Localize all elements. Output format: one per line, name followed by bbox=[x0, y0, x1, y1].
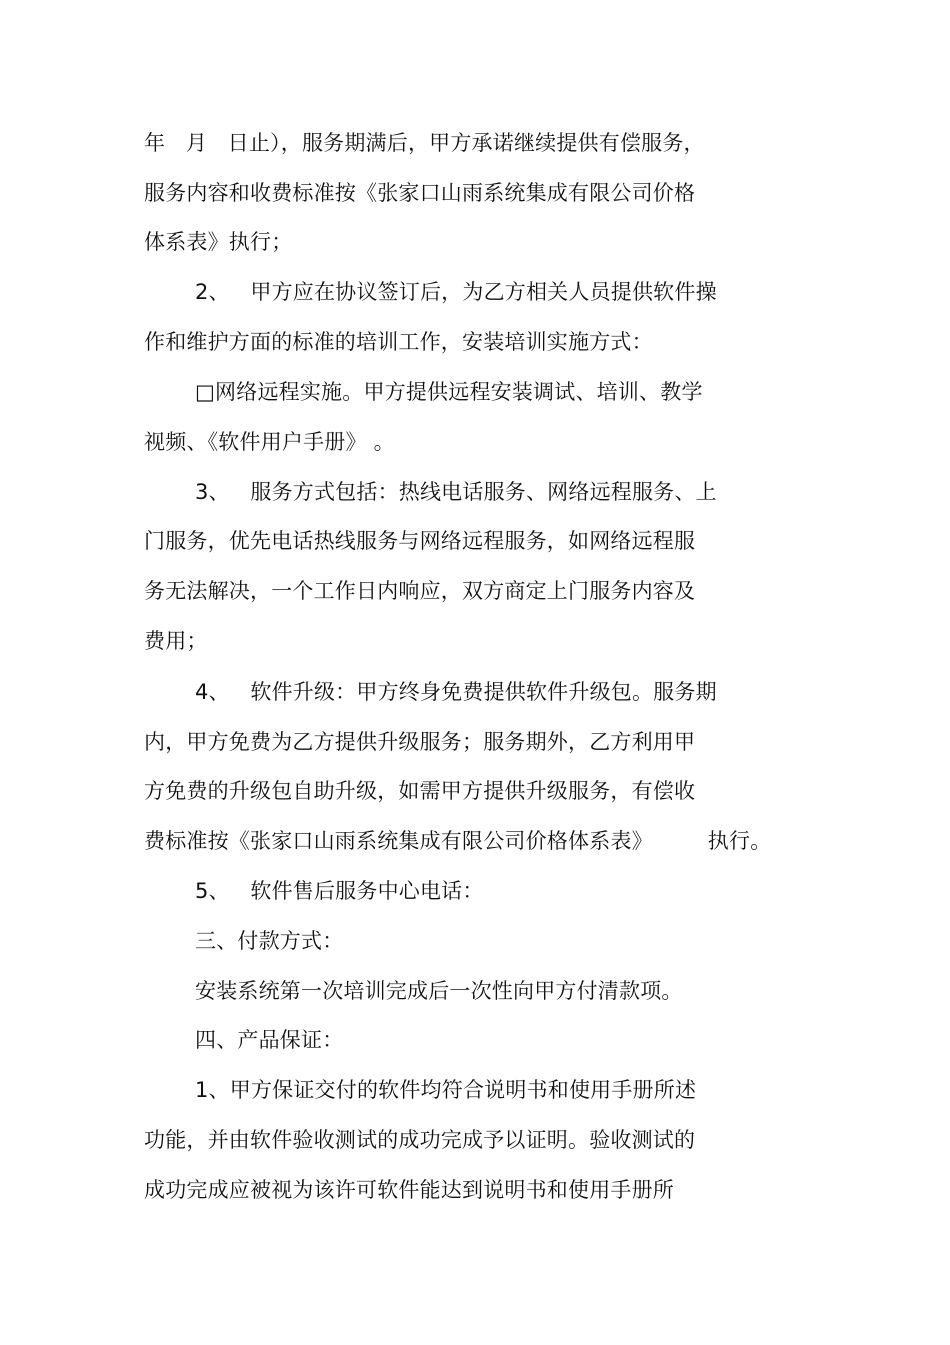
text-line-15: 费标准按《张家口山雨系统集成有限公司价格体系表》 执行。 bbox=[144, 829, 772, 853]
text-line-16: 5、 软件售后服务中心电话： bbox=[195, 879, 484, 903]
text-line-5: 作和维护方面的标准的培训工作，安装培训实施方式： bbox=[144, 330, 653, 354]
text-line-13: 内，甲方免费为乙方提供升级服务；服务期外，乙方利用甲 bbox=[144, 730, 696, 754]
text-line-18: 安装系统第一次培训完成后一次性向甲方付清款项。 bbox=[195, 979, 683, 1003]
section-heading-warranty: 四、产品保证： bbox=[195, 1028, 344, 1052]
text-line-10: 务无法解决，一个工作日内响应，双方商定上门服务内容及 bbox=[144, 579, 696, 603]
text-line-6: □网络远程实施。甲方提供远程安装调试、培训、教学 bbox=[195, 380, 703, 404]
text-line-4: 2、 甲方应在协议签订后，为乙方相关人员提供软件操 bbox=[195, 280, 717, 304]
text-line-14: 方免费的升级包自助升级，如需甲方提供升级服务，有偿收 bbox=[144, 779, 696, 803]
text-line-11: 费用； bbox=[144, 629, 208, 653]
text-line-12: 4、 软件升级：甲方终身免费提供软件升级包。服务期 bbox=[195, 680, 717, 704]
text-line-9: 门服务，优先电话热线服务与网络远程服务，如网络远程服 bbox=[144, 529, 696, 553]
text-line-7: 视频、《软件用户手册》 。 bbox=[144, 430, 395, 454]
text-line-1: 年 月 日止），服务期满后，甲方承诺继续提供有偿服务， bbox=[144, 131, 705, 155]
text-line-21: 功能，并由软件验收测试的成功完成予以证明。验收测试的 bbox=[144, 1128, 696, 1152]
section-heading-payment: 三、付款方式： bbox=[195, 929, 344, 953]
text-line-20: 1、甲方保证交付的软件均符合说明书和使用手册所述 bbox=[195, 1078, 697, 1102]
text-line-3: 体系表》执行； bbox=[144, 230, 293, 254]
text-line-22: 成功完成应被视为该许可软件能达到说明书和使用手册所 bbox=[144, 1178, 674, 1202]
text-line-8: 3、 服务方式包括：热线电话服务、网络远程服务、上 bbox=[195, 480, 717, 504]
text-line-2: 服务内容和收费标准按《张家口山雨系统集成有限公司价格 bbox=[144, 181, 696, 205]
